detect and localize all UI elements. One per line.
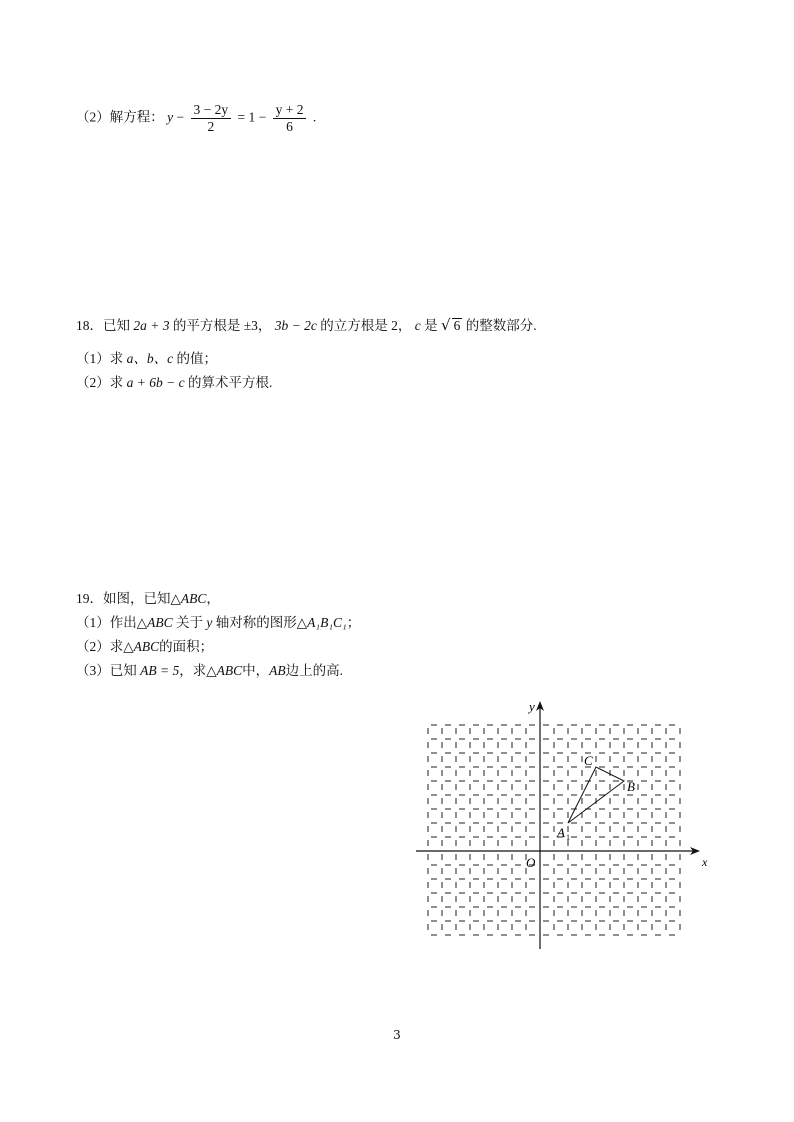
q18-sub2-expr: a + 6b − c (126, 375, 185, 390)
q17-minus: − (176, 109, 185, 125)
grid-lines (428, 725, 680, 935)
q19-sub3-ask: ，求△ (179, 663, 217, 678)
q18-stem-part5: 的整数部分. (465, 318, 537, 333)
q19-sub2-suffix: 的面积； (159, 639, 214, 654)
point-a-label: A (557, 825, 565, 840)
q18-sub1 (76, 350, 217, 368)
q19-sub1-image-triangle: A₁B₁C₁ (307, 615, 347, 630)
page-number: 3 (393, 1028, 401, 1042)
q18-sqrt-radicand: 6 (453, 318, 461, 333)
q19-sub1 (76, 614, 360, 632)
q17-part2 (76, 102, 316, 135)
y-axis-label: y (529, 699, 535, 714)
q17-equals: = 1 − (237, 109, 267, 125)
q18-var-c: c (414, 318, 421, 333)
q17-fraction-2-numerator: y + 2 (273, 102, 307, 119)
q19-triangle-name: ABC (180, 591, 207, 606)
q19-sub1-about: 关于 (176, 615, 204, 630)
q19-stem-suffix: ， (206, 591, 220, 606)
q18-expr-3b-minus-2c: 3b − 2c (274, 318, 317, 333)
q18-stem-part3: 的立方根是 2， (320, 318, 412, 333)
x-axis-label: x (702, 855, 708, 869)
q19-sub3-given: AB = 5 (140, 663, 180, 678)
q19-sub2-prefix: （2）求△ (76, 639, 134, 654)
q19-sub1-axis: y (206, 615, 213, 630)
q19-sub3 (76, 662, 343, 680)
coordinate-grid-figure (410, 696, 710, 970)
origin-label: O (526, 855, 536, 870)
q18-stem-part2: 的平方根是 ±3， (172, 318, 272, 333)
point-c-label: C (584, 753, 593, 768)
point-a-subscript: 1 (566, 833, 570, 842)
q19-sub1-prefix: （1）作出△ (76, 615, 148, 630)
q19-sub2 (76, 638, 213, 656)
q19-sub3-side: AB (269, 663, 286, 678)
q18-stem-part1: 18．已知 (76, 318, 130, 333)
coordinate-grid-svg (410, 696, 710, 966)
q17-var-y: y (167, 109, 174, 125)
q17-fraction-2-denominator: 6 (286, 119, 293, 134)
q17-fraction-1-denominator: 2 (207, 119, 215, 134)
q18-stem-part4: 是 (424, 318, 438, 333)
q19-sub3-in: 中， (242, 663, 270, 678)
q17-fraction-2 (273, 102, 307, 135)
sqrt-icon: √ (441, 316, 451, 334)
q17-period: . (312, 109, 317, 125)
q18-sub1-suffix: 的值； (176, 351, 217, 366)
q18-sub1-prefix: （1）求 (76, 351, 124, 366)
q17-fraction-1-numerator: 3 − 2y (191, 102, 232, 119)
q17-part2-label: （2）解方程： (76, 109, 164, 125)
q18-sub2-suffix: 的算术平方根. (187, 375, 273, 390)
q18-stem (76, 316, 537, 335)
q19-sub3-suffix: 边上的高. (285, 663, 343, 678)
q18-sub1-vars: a、b、c (126, 351, 174, 366)
q19-stem-prefix: 19．如图，已知△ (76, 591, 181, 606)
q19-sub1-triangle: ABC (147, 615, 173, 630)
q18-expr-2a-plus-3: 2a + 3 (133, 318, 170, 333)
q19-stem (76, 590, 220, 608)
q19-sub1-suffix: ； (346, 615, 361, 630)
q19-sub2-triangle: ABC (133, 639, 160, 654)
q17-fraction-1 (191, 102, 232, 135)
q19-sub3-triangle: ABC (216, 663, 243, 678)
q19-sub3-prefix: （3）已知 (76, 663, 137, 678)
q19-sub1-middle: 轴对称的图形△ (215, 615, 308, 630)
q18-sub2-prefix: （2）求 (76, 375, 124, 390)
q18-sub2 (76, 374, 272, 392)
point-b-label: B (627, 779, 635, 794)
